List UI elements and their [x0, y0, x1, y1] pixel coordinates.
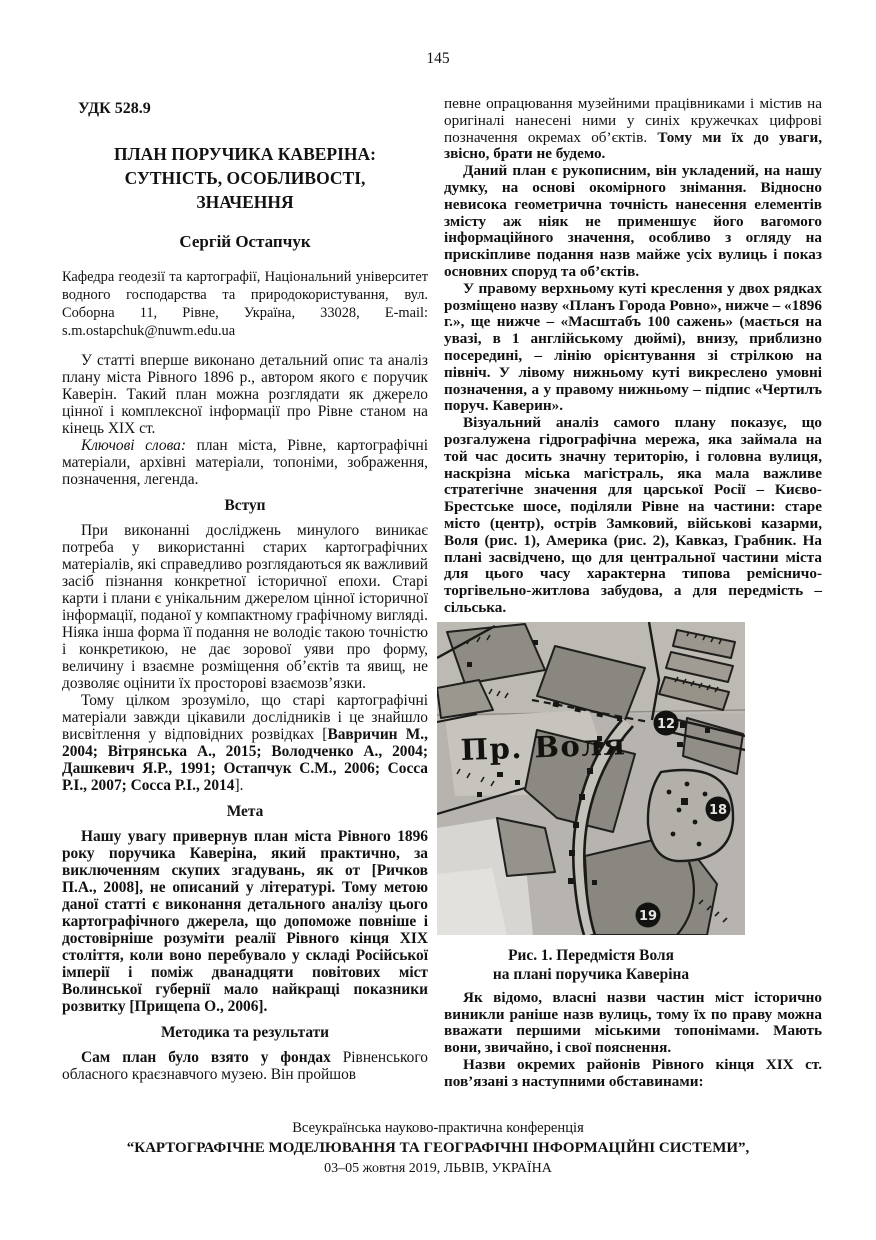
map-marker-12-number: 12 [656, 716, 676, 732]
article-title-line3: ЗНАЧЕННЯ [196, 192, 294, 212]
keywords-text: план міста, Рівне, картографічні матеріали, архівні матеріали, топоніми, зображення, позначення, легенда. [62, 437, 428, 488]
conference-footer [0, 1118, 876, 1179]
method-paragraph-bold: Сам план було взято у фондах [81, 1049, 343, 1066]
map-marker-18-number: 18 [708, 802, 728, 818]
plan-origin-paragraph: Даний план є рукописним, він укладений, на нашу думку, на основі окомірного знімання. Відносно невисока геометрична точність нанесення елементів змісту аж ніяк не применшує його вагомого інформаційного значення, особливо з огляду на прискіпливе подання назв майже усіх вулиць і показ основних споруд та об’єктів. [444, 162, 822, 280]
continuation-paragraph-text: певне опрацювання музейними працівниками і містив на оригіналі нанесені ними у синіх кружечках цифрові позначення окремах об’єктів. [444, 95, 822, 146]
plan-annotation-paragraph: У правому верхньому куті креслення у двох рядках розміщено назву «Планъ Города Ровно», нижче – «1896 г.», ще нижче – «Масштабъ 100 сажень» (мається на увазі, в 1 англійському дюймі), внизу, приблизно посередині, – лінію орієнтування зі стрілкою на північ. У лівому нижньому куті викреслено умовні позначення, а у правому нижньому – підпис «Чертилъ поруч. Каверин». [444, 279, 822, 415]
section-heading-method: Методика та результати [160, 1024, 330, 1041]
intro-paragraph-2-text: Тому цілком зрозуміло, що старі картографічні матеріали завжди цікавили дослідників і це знайшло висвітлення у відповідних розвідках [ [62, 692, 428, 743]
intro-paragraph-1: При виконанні досліджень минулого виникає потреба у використанні старих картографічних матеріалів, які справедливо розглядаються як важливий засіб пізнання конкретної історичної епохи. Старі карти і плани є унікальним джерелом цінної історичної інформації, поданої у компактному графічному вигляді. Ніяка інша форма її подання не володіє такою точністю і конкретикою, не дає зорової уяви про форму, величину і взаємне розміщення об’єктів та явищ, не дозволяє оцінити їх просторові взаємозв’язки. [62, 522, 428, 692]
section-heading-intro: Вступ [224, 497, 266, 514]
article-title-line2: СУТНІСТЬ, ОСОБЛИВОСТІ, [124, 168, 366, 188]
meta-paragraph: Нашу увагу привернув план міста Рівного 1896 року поручика Каверіна, який практично, за виключенням скупих згадувань, як от [Ричков П.А., 2008], не описаний у літературі. Тому метою даної статті є виконання детального аналізу цього картографічного джерела, що допоможе повніше і достовірніше розуміти реалії Рівного кінця XIX століття, коли воно перебувало у складі Російської імперії і поміж дванадцяти повітових міст Волинської губернії мало найкращі показники розвитку [Прищепа О., 2006]. [62, 828, 428, 1015]
method-paragraph [62, 1049, 428, 1083]
udc-code: УДК 528.9 [78, 100, 151, 117]
districts-paragraph: Назви окремих районів Рівного кінця XIX ст. пов’язані з наступними обставинами: [444, 1055, 822, 1090]
affiliation: Кафедра геодезії та картографії, Національний університет водного господарства та природокористування, вул. Соборна 11, Рівне, Україна, 33028, E-mail: s.m.ostapchuk@nuwm.edu.ua [62, 269, 428, 339]
right-column [444, 96, 822, 1090]
map-marker-12 [654, 710, 679, 735]
article-title-line1: ПЛАН ПОРУЧИКА КАВЕРІНА: [113, 144, 376, 164]
map-marker-19-number: 19 [638, 908, 658, 924]
map-street-label: Пр. Воля [460, 726, 627, 767]
keywords-paragraph [62, 437, 428, 488]
page-number: 145 [426, 50, 450, 67]
map-image [437, 622, 745, 935]
figure-1-caption [437, 946, 745, 984]
toponyms-paragraph: Як відомо, власні назви частин міст історично виникли раніше назв вулиць, тому їх по праву можна вважати першими міськими топонімами. Мають вони, звичайно, і свої пояснення. [444, 988, 822, 1057]
figure-1-caption-line1: Рис. 1. Передмістя Воля [508, 946, 674, 964]
intro-paragraph-2-end: ]. [234, 777, 244, 794]
left-column [62, 96, 428, 1083]
article-title [62, 142, 428, 214]
map-marker-19 [636, 902, 661, 927]
continuation-paragraph-bold: Тому ми їх до уваги, звісно, брати не будемо. [444, 128, 822, 163]
map-marker-18 [706, 796, 731, 821]
keywords-label: Ключові слова: [81, 437, 186, 454]
footer-conference-name: Всеукраїнська науково-практична конференція [292, 1120, 584, 1136]
footer-conference-date: 03–05 жовтня 2019, ЛЬВІВ, УКРАЇНА [324, 1161, 552, 1176]
figure-1-caption-line2: на плані поручика Каверіна [492, 965, 690, 983]
visual-analysis-paragraph: Візуальний аналіз самого плану показує, що розгалужена гідрографічна мережа, яка займала на той час досить значну територію, і головна вулиця, наскрізна міська магістраль, яка мала важливе стратегічне значення для царської Росії – Києво-Брестське шосе, поділяли Рівне на частини: старе місто (центр), острів Замковий, військові казарми, Воля (рис. 1), Америка (рис. 2), Кавказ, Грабник. На плані засвідчено, що для центральної частини міста для цього часу характерна типова ремісничо-торгівельно-житлова забудова, а для передмість – сільська. [444, 414, 822, 616]
footer-conference-title: “КАРТОГРАФІЧНЕ МОДЕЛЮВАННЯ ТА ГЕОГРАФІЧНІ ІНФОРМАЦІЙНІ СИСТЕМИ”, [126, 1140, 750, 1156]
figure-1 [437, 622, 745, 984]
intro-paragraph-2 [62, 692, 428, 794]
section-heading-meta: Мета [226, 803, 264, 820]
method-paragraph-rest: Рівненського обласного краєзнавчого музею. Він пройшов [62, 1049, 428, 1083]
abstract-paragraph: У статті вперше виконано детальний опис та аналіз плану міста Рівного 1896 р., автором якого є поручик Каверін. Такий план можна розглядати як джерело цінної і комплексної інформації про Рівне станом на кінець XIX ст. [62, 352, 428, 437]
continuation-paragraph [444, 96, 822, 163]
author-name: Сергій Остапчук [179, 232, 311, 251]
intro-paragraph-2-references: Вавричин М., 2004; Вітрянська А., 2015; Володченко А., 2004; Дашкевич Я.Р., 1991; Остапчук С.М., 2006; Сосса Р.І., 2007; Сосса Р.І., 2014 [62, 726, 428, 794]
